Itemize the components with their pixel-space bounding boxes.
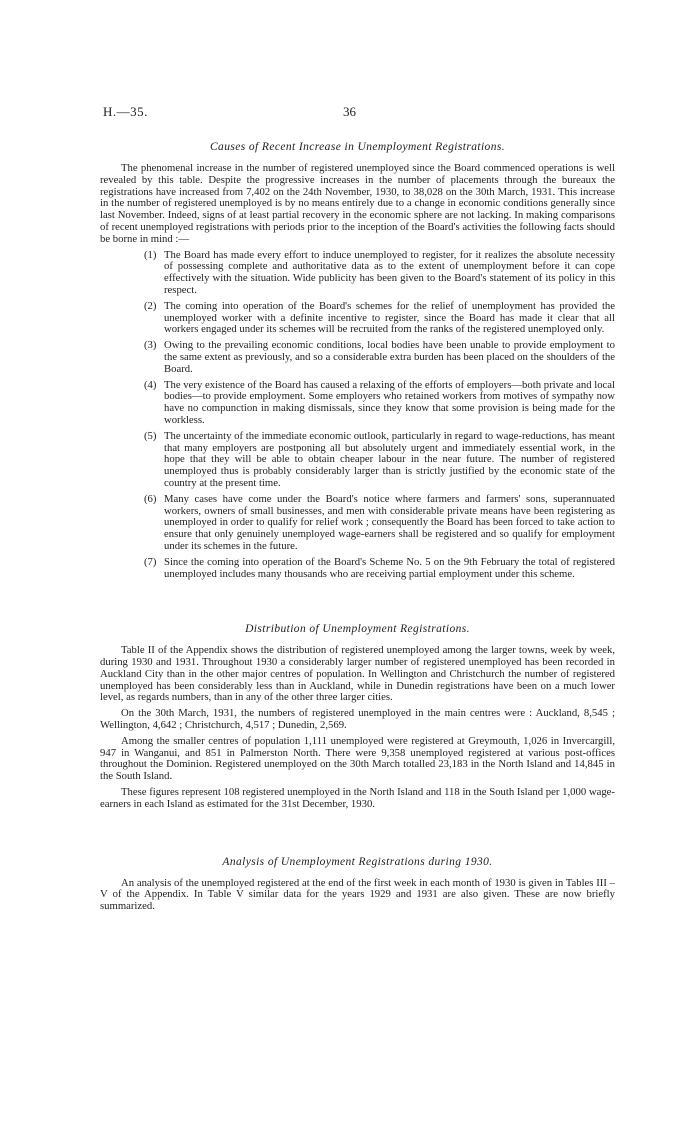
paragraph: Among the smaller centres of population 1,111 unemployed were registered at Greymouth, 1,026 in Invercargill, 947 in Wanganui, and 851 in Palmerston North. There were 9,358 unemployed registered at various post-offices throughout the Dominion. Registered unemployed on the 30th March totalled 23,183 in the North Island and 14,845 in the South Island. [100, 734, 615, 783]
paragraph: Table II of the Appendix shows the distribution of registered unemployed among the larger towns, week by week, during 1930 and 1931. Throughout 1930 a considerably larger number of registered unemployed has been recorded in Auckland City than in the other major centres of population. In Wellington and Christchurch the number of registered unemployed has been considerably less than in Auckland, while in Dunedin registrations have been on a much lower level, as regards numbers, than in any of the other three larger cities. [100, 644, 615, 704]
section-distribution [100, 622, 615, 810]
causes-list [100, 250, 615, 581]
document-body [100, 140, 615, 917]
list-item-text: Owing to the prevailing economic conditions, local bodies have been unable to provide employment to the same extent as previously, and so a considerable extra burden has been placed on the shoulders of the Board. [164, 339, 615, 375]
section-heading: Analysis of Unemployment Registrations during 1930. [222, 855, 493, 868]
list-item-text: Many cases have come under the Board's notice where farmers and farmers' sons, superannuated workers, owners of small businesses, and men with considerable private means have been registering as unemployed in order to qualify for relief work ; consequently the Board has been forced to take action to ensure that only genuinely unemployed wage-earners shall be registered and so qualify for employment under its schemes in the future. [164, 492, 615, 552]
list-marker: (2) [144, 299, 157, 312]
list-item-text: The Board has made every effort to induce unemployed to register, for it realizes the absolute necessity of possessing complete and authoritative data as to the extent of unemployment before it can cope effectively with the situation. Wide publicity has been given to the Board's statement of its policy in this respect. [164, 248, 615, 296]
document-reference: H.—35. [103, 104, 148, 119]
list-item [100, 494, 615, 553]
list-marker: (6) [144, 492, 157, 505]
paragraph: An analysis of the unemployed registered at the end of the first week in each month of 1930 is given in Tables III – V of the Appendix. In Table V similar data for the years 1929 and 1931 are also given. These are now briefly summarized. [100, 876, 615, 913]
list-item-text: The uncertainty of the immediate economic outlook, particularly in regard to wage-reductions, has meant that many employers are postponing all but absolutely urgent and immediately essential work, in the hope that they will be able to obtain cheaper labour in the near future. The number of registered unemployed thus is probably considerably larger than is strictly justified by the economic state of the country at the present time. [164, 429, 615, 489]
list-marker: (4) [144, 378, 157, 391]
intro-paragraph: The phenomenal increase in the number of registered unemployed since the Board commenced operations is well revealed by this table. Despite the progressive increases in the number of placements through the bureaux the registrations have increased from 7,402 on the 24th November, 1930, to 38,028 on the 30th March, 1931. This increase in the number of registered unemployed is by no means entirely due to a change in economic conditions generally since last November. Indeed, signs of at least partial recovery in the economic sphere are not lacking. In making comparisons of recent unemployed registrations with periods prior to the inception of the Board's activities the following facts should be borne in mind :— [100, 162, 615, 245]
list-marker: (3) [144, 339, 157, 352]
list-item [100, 557, 615, 581]
list-marker: (1) [144, 248, 157, 261]
list-item [100, 250, 615, 297]
section-heading: Distribution of Unemployment Registrations. [245, 623, 470, 636]
list-item [100, 301, 615, 336]
list-item-text: Since the coming into operation of the Board's Scheme No. 5 on the 9th February the total of registered unemployed includes many thousands who are receiving partial employment under this scheme. [164, 555, 615, 580]
list-item [100, 340, 615, 375]
page-header [0, 104, 700, 124]
paragraph: On the 30th March, 1931, the numbers of registered unemployed in the main centres were : Auckland, 8,545 ; Wellington, 4,642 ; Christchurch, 4,517 ; Dunedin, 2,569. [100, 707, 615, 732]
list-item [100, 380, 615, 427]
list-item-text: The very existence of the Board has caused a relaxing of the efforts of employers—both private and local bodies—to provide employment. Some employers who retained workers from motives of sympathy now have no compunction in making dismissals, since they know that some provision is being made for the workless. [164, 378, 615, 426]
list-item [100, 431, 615, 490]
section-heading: Causes of Recent Increase in Unemployment Registrations. [209, 141, 506, 153]
section-causes [100, 140, 615, 580]
section-analysis [100, 855, 615, 913]
list-item-text: The coming into operation of the Board's schemes for the relief of unemployment has provided the unemployed worker with a definite incentive to register, since the Board has made it clear that all workers engaged under its schemes will be recruited from the ranks of the registered unemployed only. [164, 299, 615, 336]
list-marker: (7) [144, 555, 157, 568]
page-number: 36 [343, 104, 356, 119]
list-marker: (5) [144, 429, 157, 442]
paragraph: These figures represent 108 registered unemployed in the North Island and 118 in the South Island per 1,000 wage-earners in each Island as estimated for the 31st December, 1930. [100, 786, 615, 810]
